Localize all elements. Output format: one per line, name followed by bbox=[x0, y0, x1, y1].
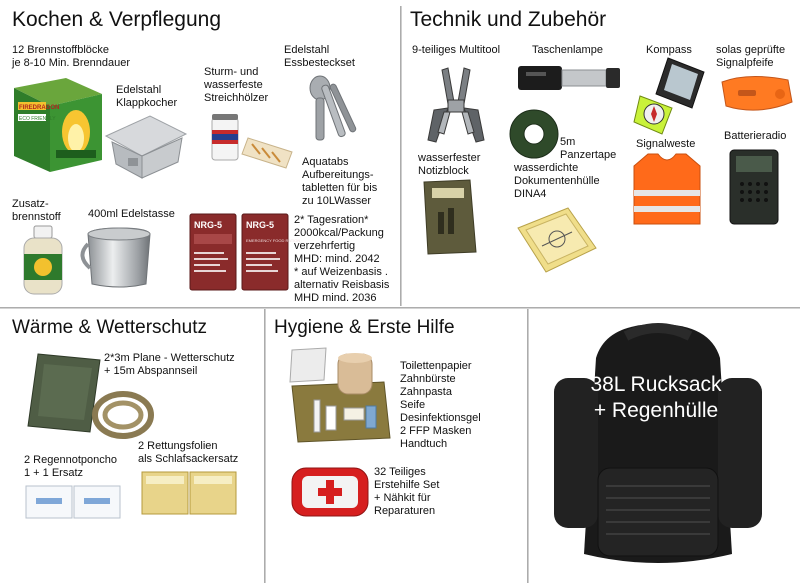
section-title-hygiene: Hygiene & Erste Hilfe bbox=[274, 317, 455, 338]
label-aquatabs: Aquatabs Aufbereitungs- tabletten für bis zu 10LWasser bbox=[302, 156, 378, 207]
whistle-image bbox=[718, 72, 796, 118]
notepad-image bbox=[418, 178, 480, 256]
label-panzertape: 5m Panzertape bbox=[560, 136, 617, 161]
backpack-image bbox=[536, 318, 780, 576]
section-title-technik: Technik und Zubehör bbox=[410, 8, 607, 31]
compass-image bbox=[632, 56, 706, 136]
label-erstehilfe: 32 Teiliges Erstehilfe Set + Nähkit für Reparaturen bbox=[374, 466, 440, 517]
label-signalweste: Signalweste bbox=[636, 138, 696, 150]
section-title-waerme: Wärme & Wetterschutz bbox=[12, 317, 207, 338]
cutlery-set-image bbox=[300, 74, 360, 144]
matches-image bbox=[208, 108, 302, 184]
food-ration-image-2 bbox=[240, 212, 301, 292]
ration-sub-text: EMERGENCY FOOD RATION bbox=[246, 238, 301, 243]
steel-cup-image bbox=[80, 222, 162, 292]
multitool-image bbox=[414, 62, 498, 146]
battery-radio-image bbox=[728, 148, 780, 226]
label-rettungsfolien: 2 Rettungsfolien als Schlafsackersatz bbox=[138, 440, 239, 465]
divider-vertical-bottom-right bbox=[527, 309, 529, 583]
label-plane: 2*3m Plane - Wetterschutz + 15m Abspannseil bbox=[104, 352, 235, 377]
eco-friendly-text: ECO FRIENDLY bbox=[19, 116, 56, 122]
first-aid-kit-image bbox=[288, 462, 372, 520]
section-title-kochen: Kochen & Verpflegung bbox=[12, 8, 221, 31]
firedragon-brand-text: FIREDRAGON bbox=[19, 105, 60, 111]
label-brennstoff: 12 Brennstoffblöcke je 8-10 Min. Brenndauer bbox=[12, 44, 131, 69]
label-regenponcho: 2 Regennotponcho 1 + 1 Ersatz bbox=[24, 454, 117, 479]
label-dokumentenhuelle: wasserdichte Dokumentenhülle DINA4 bbox=[514, 162, 600, 200]
label-batterieradio: Batterieradio bbox=[724, 130, 787, 142]
label-notizblock: wasserfester Notizblock bbox=[418, 152, 481, 177]
label-taschenlampe: Taschenlampe bbox=[532, 44, 603, 56]
rope-image bbox=[92, 390, 154, 440]
food-ration-image-1 bbox=[188, 212, 238, 292]
folding-stove-image bbox=[98, 112, 190, 182]
label-essbesteck: Edelstahl Essbesteckset bbox=[284, 44, 355, 69]
rain-poncho-image bbox=[24, 484, 122, 520]
divider-vertical-bottom-left bbox=[264, 309, 266, 583]
fuel-block-box-image bbox=[10, 72, 106, 174]
label-zusatzbrennstoff: Zusatz- brennstoff bbox=[12, 198, 61, 223]
label-signalpfeife: solas geprüfte Signalpfeife bbox=[716, 44, 786, 69]
divider-horizontal bbox=[0, 307, 800, 309]
label-kompass: Kompass bbox=[646, 44, 692, 56]
safety-vest-image bbox=[630, 152, 704, 226]
label-tagesration: 2* Tagesration* 2000kcal/Packung verzehrfertig MHD: mind. 2042 * auf Weizenbasis . alternativ Reisbasis MHD mind. 2036 bbox=[294, 214, 390, 304]
label-hygieneliste: Toilettenpapier Zahnbürste Zahnpasta Seife Desinfektionsgel 2 FFP Masken Handtuch bbox=[400, 360, 481, 450]
rescue-blanket-image bbox=[140, 470, 238, 516]
ration-brand-text-2: NRG-5 bbox=[246, 220, 275, 230]
document-pouch-image bbox=[512, 202, 600, 278]
label-streichhoelzer: Sturm- und wasserfeste Streichhölzer bbox=[204, 66, 269, 104]
label-klappkocher: Edelstahl Klappkocher bbox=[116, 84, 178, 109]
extra-fuel-bottle-image bbox=[14, 224, 74, 296]
hygiene-kit-image bbox=[286, 346, 392, 446]
ration-brand-text-1: NRG-5 bbox=[194, 220, 223, 230]
label-tasse: 400ml Edelstasse bbox=[88, 208, 175, 220]
label-multitool: 9-teiliges Multitool bbox=[412, 44, 501, 56]
flashlight-image bbox=[516, 60, 622, 96]
duct-tape-image bbox=[508, 108, 560, 160]
divider-vertical-top bbox=[400, 6, 402, 306]
label-rucksack: 38L Rucksack + Regenhülle bbox=[590, 373, 722, 422]
